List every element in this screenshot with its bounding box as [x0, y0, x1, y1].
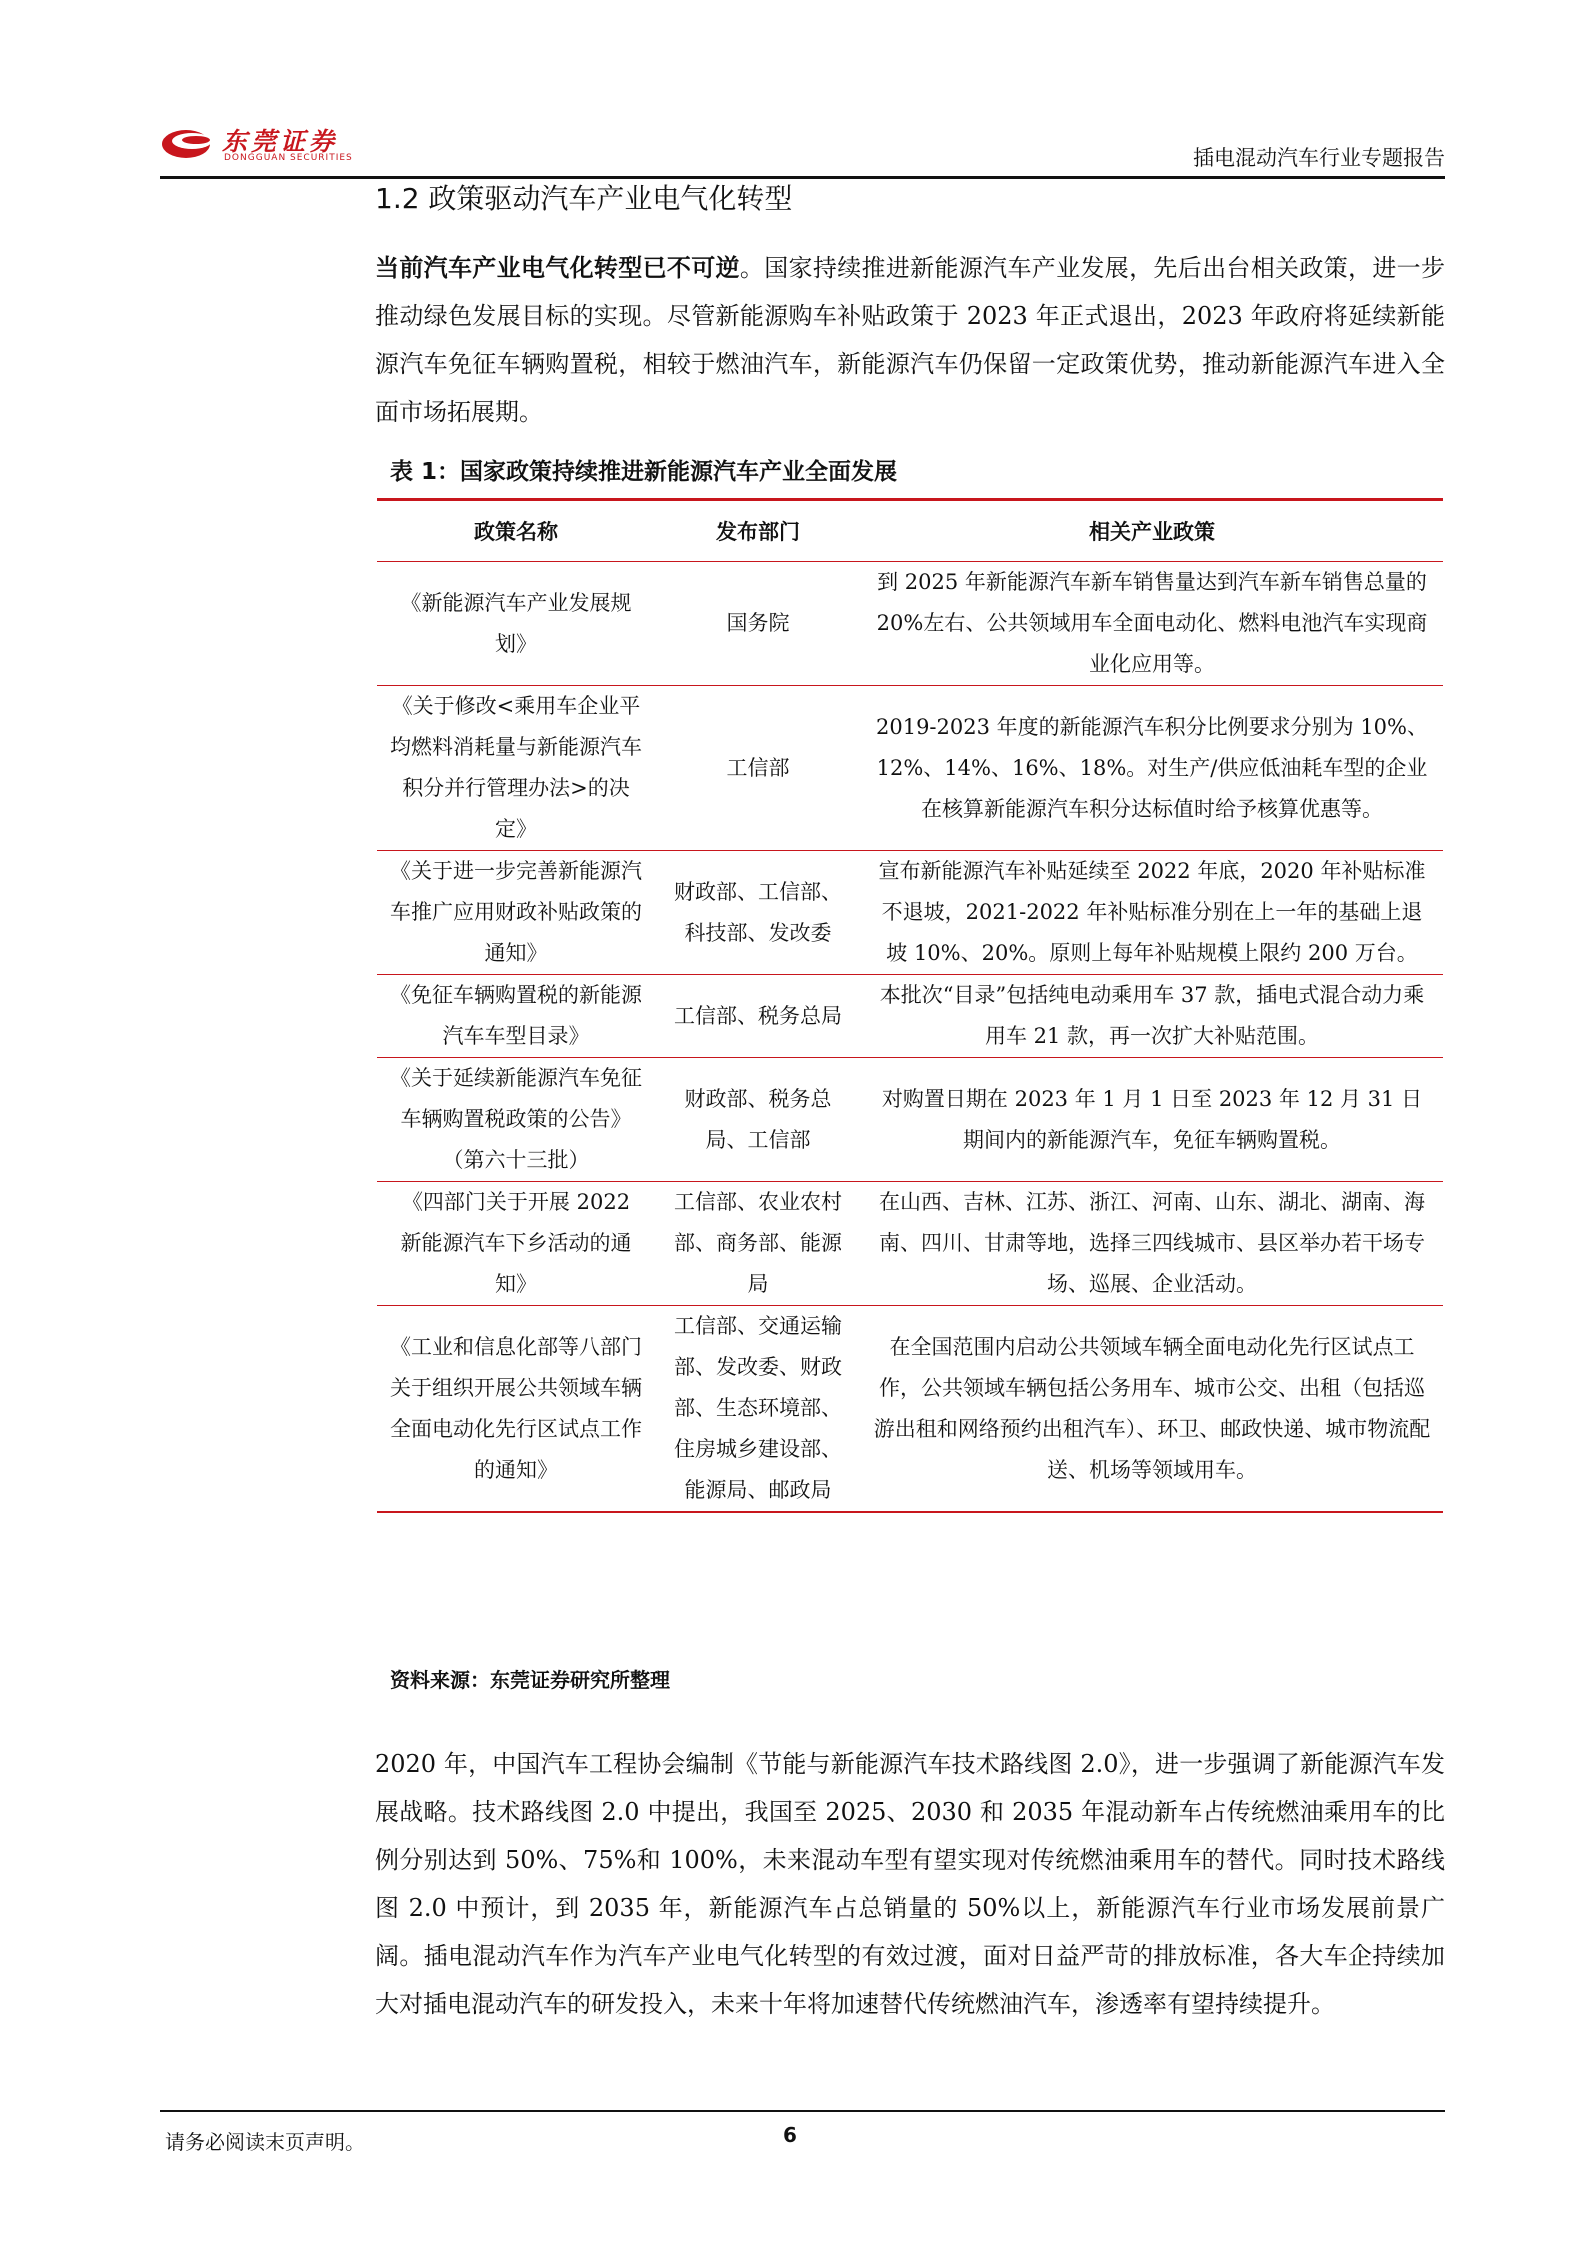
department-cell: 工信部、农业农村部、商务部、能源局: [674, 1190, 842, 1296]
policy-table-container: [377, 498, 1443, 1513]
policy-detail-cell: 在山西、吉林、江苏、浙江、河南、山东、湖北、湖南、海南、四川、甘肃等地，选择三四线城市、县区举办若干场专场、巡展、企业活动。: [879, 1190, 1425, 1296]
table-row: [377, 1182, 1443, 1306]
column-header-department: 发布部门: [716, 520, 800, 544]
paragraph-body: 。国家持续推进新能源汽车产业发展，先后出台相关政策，进一步推动绿色发展目标的实现。尽管新能源购车补贴政策于 2023 年正式退出，2023 年政府将延续新能源汽车免征车辆购置税，相较于燃油汽车，新能源汽车仍保留一定政策优势，推动新能源汽车进入全面市场拓展期。: [375, 254, 1446, 426]
table-caption: 表 1：国家政策持续推进新能源汽车产业全面发展: [390, 459, 898, 485]
department-cell: 国务院: [726, 611, 790, 635]
table-row: [377, 975, 1443, 1058]
policy-name-cell: 《新能源汽车产业发展规划》: [400, 590, 632, 656]
logo-mark-icon: [160, 126, 216, 162]
disclaimer-note: 请务必阅读末页声明。: [165, 2130, 365, 2154]
department-cell: 财政部、税务总局、工信部: [684, 1086, 832, 1152]
department-cell: 工信部: [726, 755, 790, 780]
logo-chinese-name: 东莞证券: [222, 127, 339, 156]
policy-detail-cell: 到 2025 年新能源汽车新车销售量达到汽车新车销售总量的 20%左右、公共领域用车全面电动化、燃料电池汽车实现商业化应用等。: [876, 570, 1428, 676]
table-row: [377, 686, 1443, 851]
intro-paragraph: [375, 244, 1445, 436]
table-row: [377, 562, 1443, 686]
column-header-policy-name: 政策名称: [474, 520, 558, 544]
policy-detail-cell: 2019-2023 年度的新能源汽车积分比例要求分别为 10%、12%、14%、16%、18%。对生产/供应低油耗车型的企业在核算新能源汽车积分达标值时给予核算优惠等。: [875, 714, 1428, 821]
department-cell: 工信部、税务总局: [674, 1003, 842, 1028]
policy-detail-cell: 宣布新能源汽车补贴延续至 2022 年底，2020 年补贴标准不退坡，2021-2022 年补贴标准分别在上一年的基础上退坡 10%、20%。原则上每年补贴规模上限约 200 万台。: [878, 859, 1426, 965]
policy-name-cell: 《关于延续新能源汽车免征车辆购置税政策的公告》（第六十三批）: [390, 1066, 642, 1172]
policy-detail-cell: 在全国范围内启动公共领域车辆全面电动化先行区试点工作，公共领域车辆包括公务用车、城市公交、出租（包括巡游出租和网络预约出租汽车）、环卫、邮政快递、城市物流配送、机场等领域用车。: [873, 1334, 1431, 1482]
page-number: 6: [783, 2123, 797, 2147]
section-title: 1.2 政策驱动汽车产业电气化转型: [375, 182, 793, 215]
table-source: 资料来源：东莞证券研究所整理: [390, 1668, 670, 1692]
paragraph-lead: 当前汽车产业电气化转型已不可逆: [375, 254, 740, 282]
report-title: 插电混动汽车行业专题报告: [1193, 146, 1445, 170]
department-cell: 工信部、交通运输部、发改委、财政部、生态环境部、住房城乡建设部、能源局、邮政局: [674, 1314, 842, 1502]
policy-name-cell: 《工业和信息化部等八部门关于组织开展公共领域车辆全面电动化先行区试点工作的通知》: [390, 1334, 642, 1482]
policy-detail-cell: 对购置日期在 2023 年 1 月 1 日至 2023 年 12 月 31 日期间内的新能源汽车，免征车辆购置税。: [881, 1086, 1423, 1152]
policy-detail-cell: 本批次“目录”包括纯电动乘用车 37 款，插电式混合动力乘用车 21 款，再一次扩大补贴范围。: [879, 983, 1425, 1048]
roadmap-paragraph: 2020 年，中国汽车工程协会编制《节能与新能源汽车技术路线图 2.0》，进一步强调了新能源汽车发展战略。技术路线图 2.0 中提出，我国至 2025、2030 和 2035 年混动新车占传统燃油乘用车的比例分别达到 50%、75%和 100%，未来混动车型有望实现对传统燃油乘用车的替代。同时技术路线图 2.0 中预计，到 2035 年，新能源汽车占总销量的 50%以上，新能源汽车行业市场发展前景广阔。插电混动汽车作为汽车产业电气化转型的有效过渡，面对日益严苛的排放标准，各大车企持续加大对插电混动汽车的研发投入，未来十年将加速替代传统燃油汽车，渗透率有望持续提升。: [375, 1750, 1445, 2018]
header-divider: [160, 176, 1445, 179]
department-cell: 财政部、工信部、科技部、发改委: [674, 879, 842, 945]
table-row: [377, 1306, 1443, 1513]
company-logo: [160, 120, 420, 168]
policy-name-cell: 《免征车辆购置税的新能源汽车车型目录》: [390, 983, 642, 1048]
logo-english-name: DONGGUAN SECURITIES: [224, 153, 353, 163]
policy-name-cell: 《四部门关于开展 2022 新能源汽车下乡活动的通知》: [400, 1190, 632, 1296]
column-header-related-policy: 相关产业政策: [1089, 520, 1215, 544]
footer-divider: [160, 2110, 1445, 2112]
page-header: [160, 112, 1445, 178]
policy-name-cell: 《关于进一步完善新能源汽车推广应用财政补贴政策的通知》: [390, 859, 642, 965]
policy-table: [377, 498, 1443, 1513]
table-row: [377, 1058, 1443, 1182]
table-header-row: [377, 500, 1443, 562]
policy-name-cell: 《关于修改<乘用车企业平均燃料消耗量与新能源汽车积分并行管理办法>的决定》: [390, 694, 642, 841]
table-row: [377, 851, 1443, 975]
